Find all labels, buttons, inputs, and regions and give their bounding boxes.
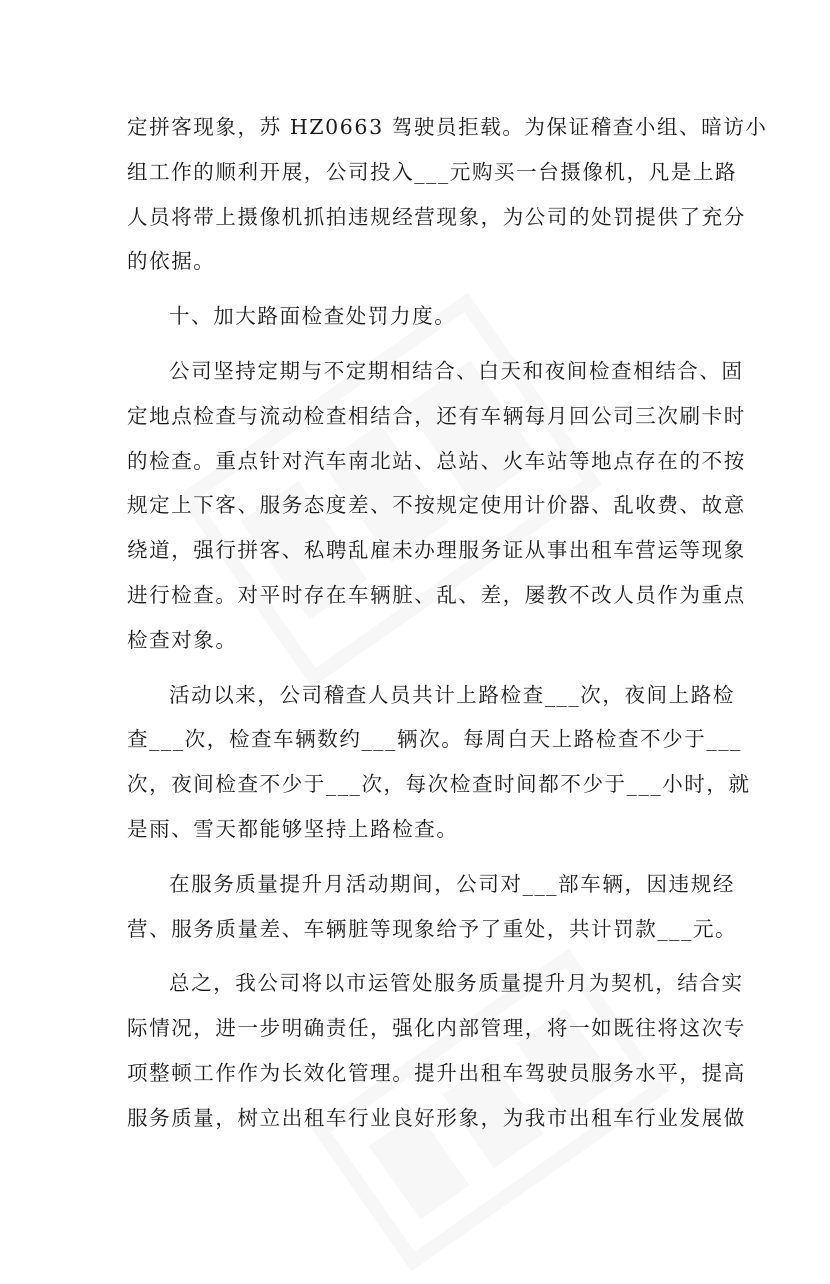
text-line: 际情况，进一步明确责任，强化内部管理，将一如既往将这次专 xyxy=(127,1016,746,1041)
text-line: 营、服务质量差、车辆脏等现象给予了重处，共计罚款___元。 xyxy=(127,916,738,941)
text-line: 十、加大路面检查处罚力度。 xyxy=(169,304,457,329)
paragraph xyxy=(127,673,751,852)
paragraph xyxy=(127,961,746,1140)
text-line: 检查对象。 xyxy=(127,627,238,652)
paragraph xyxy=(127,862,738,952)
text-line: 总之，我公司将以市运管处服务质量提升月为契机，结合实 xyxy=(169,971,744,996)
text-line: 在服务质量提升月活动期间，公司对___部车辆，因违规经 xyxy=(169,871,735,896)
text-line: 定地点检查与流动检查相结合，还有车辆每月回公司三次刷卡时 xyxy=(127,403,746,428)
text-line: 查___次，检查车辆数约___辆次。每周白天上路检查不少于___ xyxy=(127,727,742,752)
text-line: 绕道，强行拼客、私聘乱雇未办理服务证从事出租车营运等现象 xyxy=(127,538,746,563)
text-line: 服务质量，树立出租车行业良好形象，为我市出租车行业发展做 xyxy=(127,1105,746,1130)
text-line: 的检查。重点针对汽车南北站、总站、火车站等地点存在的不按 xyxy=(127,448,746,473)
text-line: 次，夜间检查不少于___次，每次检查时间都不少于___小时，就 xyxy=(127,772,751,797)
text-line: 定拼客现象，苏 HZ0663 驾驶员拒载。为保证稽查小组、暗访小 xyxy=(127,115,768,139)
paragraph xyxy=(127,105,768,284)
text-line: 活动以来，公司稽查人员共计上路检查___次，夜间上路检 xyxy=(169,682,735,707)
text-line: 公司坚持定期与不定期相结合、白天和夜间检查相结合、固 xyxy=(169,358,744,383)
text-line: 人员将带上摄像机抓拍违规经营现象，为公司的处罚提供了充分 xyxy=(127,204,746,229)
text-line: 组工作的顺利开展，公司投入___元购买一台摄像机，凡是上路 xyxy=(127,159,738,184)
text-line: 进行检查。对平时存在车辆脏、乱、差，屡教不改人员作为重点 xyxy=(127,582,746,607)
text-line: 项整顿工作作为长效化管理。提升出租车驾驶员服务水平，提高 xyxy=(127,1060,746,1085)
document-body xyxy=(127,105,768,1141)
text-line: 规定上下客、服务态度差、不按规定使用计价器、乱收费、故意 xyxy=(127,493,746,518)
text-line: 是雨、雪天都能够坚持上路检查。 xyxy=(127,816,459,841)
paragraph xyxy=(127,349,746,663)
section-heading xyxy=(127,294,707,339)
text-line: 的依据。 xyxy=(127,249,216,274)
